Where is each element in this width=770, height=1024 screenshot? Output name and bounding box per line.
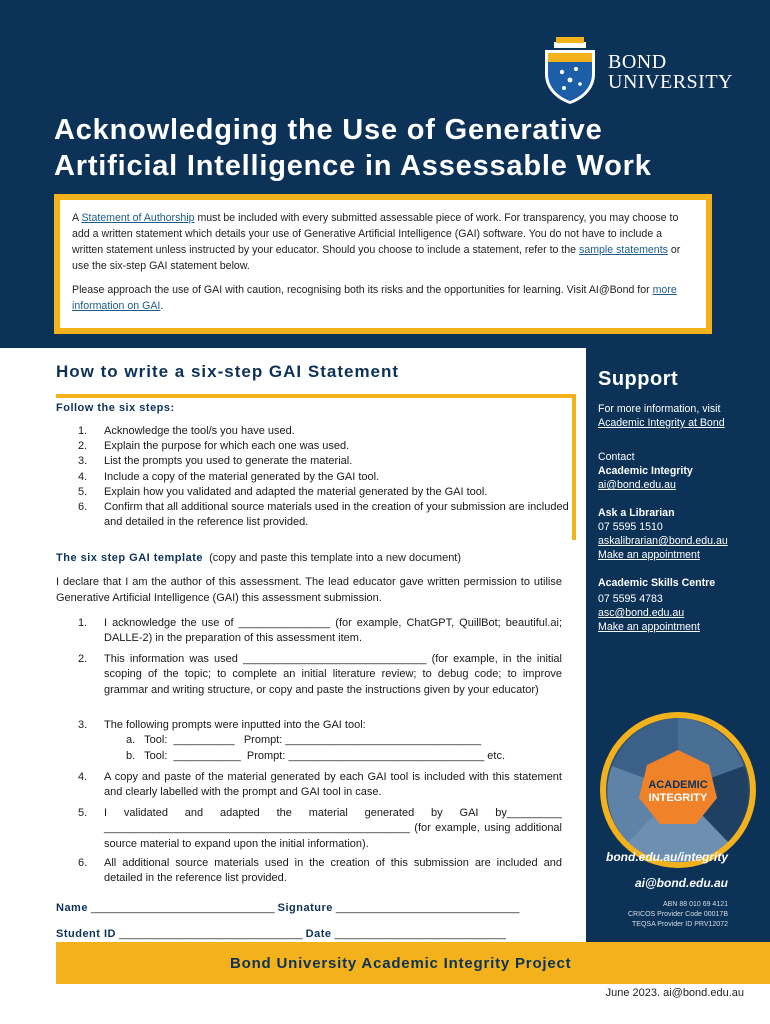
list-item (78, 806, 562, 852)
abn-block (628, 900, 728, 930)
steps-list (56, 424, 572, 530)
list-item (78, 500, 572, 530)
steps-box (56, 394, 576, 540)
item-text: This information was used ______________________________ (for example, in the initial scoping of the topic; to complete an initial literature review; to debug code; to improve grammar and writing structure, or copy and paste the instructions given by your educator) (104, 653, 562, 696)
list-item (78, 439, 572, 454)
page-title (54, 112, 734, 184)
visit-block (598, 402, 766, 430)
intro-text: A (72, 212, 82, 224)
intro-text: . (160, 300, 164, 312)
step-text: Confirm that all additional source materials used in the creation of your submission are included and detailed in the reference list provided. (104, 501, 569, 529)
list-item (78, 616, 562, 647)
step-text: Include a copy of the material generated by the GAI tool. (104, 470, 380, 483)
librarian-phone: 07 5595 1510 (598, 521, 663, 533)
step-number: 1. (78, 425, 88, 437)
visit-text: For more information, visit (598, 403, 721, 415)
intro-box (54, 194, 712, 334)
student-id-field[interactable]: ______________________________ (116, 928, 306, 940)
item-number: 1. (78, 617, 88, 629)
integrity-email[interactable]: ai@bond.edu.au (634, 876, 728, 890)
integrity-url[interactable]: bond.edu.au/integrity (606, 850, 728, 864)
banner-text: Bond University Academic Integrity Project (230, 955, 572, 972)
skills-centre-name: Academic Skills Centre (598, 577, 716, 589)
section-heading: How to write a six-step GAI Statement (56, 362, 400, 381)
date-field[interactable]: ____________________________ (331, 928, 506, 940)
step-text: Acknowledge the tool/s you have used. (104, 425, 295, 437)
logo-text-bond: BOND (608, 51, 667, 73)
footer-note: June 2023. ai@bond.edu.au (605, 987, 744, 999)
signature-label: Signature (277, 902, 333, 914)
item-text: A copy and paste of the material generated by each GAI tool is included with this statement and clearly labelled with the prompt and GAI tool in case. (104, 771, 562, 799)
badge-text-line2: INTEGRITY (648, 792, 708, 804)
list-item (78, 718, 562, 764)
step-text: Explain the purpose for which each one was used. (104, 440, 350, 453)
statement-of-authorship-link[interactable]: Statement of Authorship (81, 212, 195, 224)
more-information-link[interactable]: more information on GAI (72, 284, 677, 312)
declaration-text: I declare that I am the author of this assessment. The lead educator gave written permission to utilise Generative Artificial Intelligence (GAI) this assessment submission. (56, 576, 562, 604)
list-item (78, 454, 572, 469)
list-item (78, 856, 562, 887)
sub-item-b: b. Tool: ___________ Prompt: ________________________________ etc. (126, 749, 506, 762)
page-title-line2: Artificial Intelligence in Assessable Work (54, 150, 652, 182)
item-text: The following prompts were inputted into the GAI tool: (104, 719, 366, 731)
academic-integrity-link[interactable]: Academic Integrity at Bond (598, 417, 725, 429)
project-banner (56, 942, 770, 984)
list-item (78, 485, 572, 500)
list-item (78, 770, 562, 801)
badge-text-line1: ACADEMIC (648, 779, 708, 791)
list-item (78, 470, 572, 485)
intro-text: or use the six-step GAI statement below. (72, 244, 681, 272)
teqsa-text: TEQSA Provider ID PRV12072 (632, 921, 728, 928)
item-number: 3. (78, 719, 88, 731)
intro-paragraph-1 (72, 210, 694, 274)
bond-university-logo[interactable] (540, 36, 740, 106)
item-number: 4. (78, 771, 88, 783)
list-item (78, 652, 562, 698)
page-title-line1: Acknowledging the Use of Generative (54, 114, 603, 146)
sub-item-a: a. Tool: __________ Prompt: ________________________________ (126, 734, 482, 747)
skills-centre-phone: 07 5595 4783 (598, 593, 663, 605)
template-note: (copy and paste this template into a new document) (209, 552, 462, 564)
list-item (78, 424, 572, 439)
date-label: Date (305, 928, 332, 940)
skills-centre-email-link[interactable]: asc@bond.edu.au (598, 607, 685, 619)
item-number: 6. (78, 857, 88, 869)
step-number: 3. (78, 455, 88, 468)
librarian-block (598, 506, 766, 562)
student-id-label: Student ID (56, 928, 116, 940)
crest-icon (540, 36, 600, 106)
academic-integrity-badge (598, 710, 758, 870)
sample-statements-link[interactable]: sample statements (579, 244, 668, 256)
academic-integrity-name: Academic Integrity (598, 465, 693, 477)
contact-label: Contact (598, 451, 635, 463)
signature-field[interactable]: ______________________________ (332, 902, 520, 914)
step-text: Explain how you validated and adapted the material generated by the GAI tool. (104, 485, 488, 498)
intro-paragraph-2 (72, 282, 694, 314)
support-title: Support (598, 368, 679, 390)
template-title (56, 552, 461, 564)
step-number: 4. (78, 470, 88, 483)
ai-email-link[interactable]: ai@bond.edu.au (598, 479, 676, 491)
template-title-bold: The six step GAI template (56, 552, 203, 564)
intro-text: Please approach the use of GAI with caution, recognising both its risks and the opportunities for learning. Visit AI@Bond for (72, 284, 653, 296)
support-sidebar (586, 348, 770, 942)
main-content (56, 362, 576, 940)
student-id-date-row (56, 928, 506, 940)
item-text: I validated and adapted the material generated by GAI by_________ __________________________________________________ (for example, using additional source material to expand upon the initial information). (104, 807, 562, 850)
step-number: 6. (78, 501, 88, 514)
librarian-email-link[interactable]: askalibrarian@bond.edu.au (598, 535, 728, 547)
intro-text: must be included with every submitted assessable piece of work. For transparency, you may choose to add a written statement which details your use of Generative Artificial Intelligence (GAI) software. You do not have to include a written statement unless instructed by your educator. Should you choose to include a statement, refer to the (72, 212, 679, 256)
skills-centre-appointment-link[interactable]: Make an appointment (598, 621, 700, 633)
name-field[interactable]: ______________________________ (87, 902, 278, 914)
cricos-text: CRICOS Provider Code 00017B (628, 911, 728, 918)
name-label: Name (56, 902, 88, 914)
item-number: 2. (78, 653, 88, 665)
logo-text-university: UNIVERSITY (608, 71, 733, 93)
name-signature-row (56, 902, 519, 914)
steps-title: Follow the six steps: (56, 402, 175, 414)
contact-block (598, 450, 766, 492)
step-number: 5. (78, 485, 88, 498)
librarian-appointment-link[interactable]: Make an appointment (598, 549, 700, 561)
skills-centre-block (598, 576, 766, 634)
abn-text: ABN 88 010 69 4121 (663, 901, 728, 908)
item-text: I acknowledge the use of _______________ (for example, ChatGPT, QuillBot; beautiful.ai; DALLE-2) in the preparation of this assessment item. (104, 617, 562, 645)
step-text: List the prompts you used to generate the material. (104, 455, 353, 468)
item-number: 5. (78, 807, 88, 819)
header-band (0, 0, 770, 348)
librarian-name: Ask a Librarian (598, 507, 675, 519)
step-number: 2. (78, 440, 88, 453)
item-text: All additional source materials used in the creation of this submission are included and detailed in the reference list provided. (104, 857, 562, 885)
